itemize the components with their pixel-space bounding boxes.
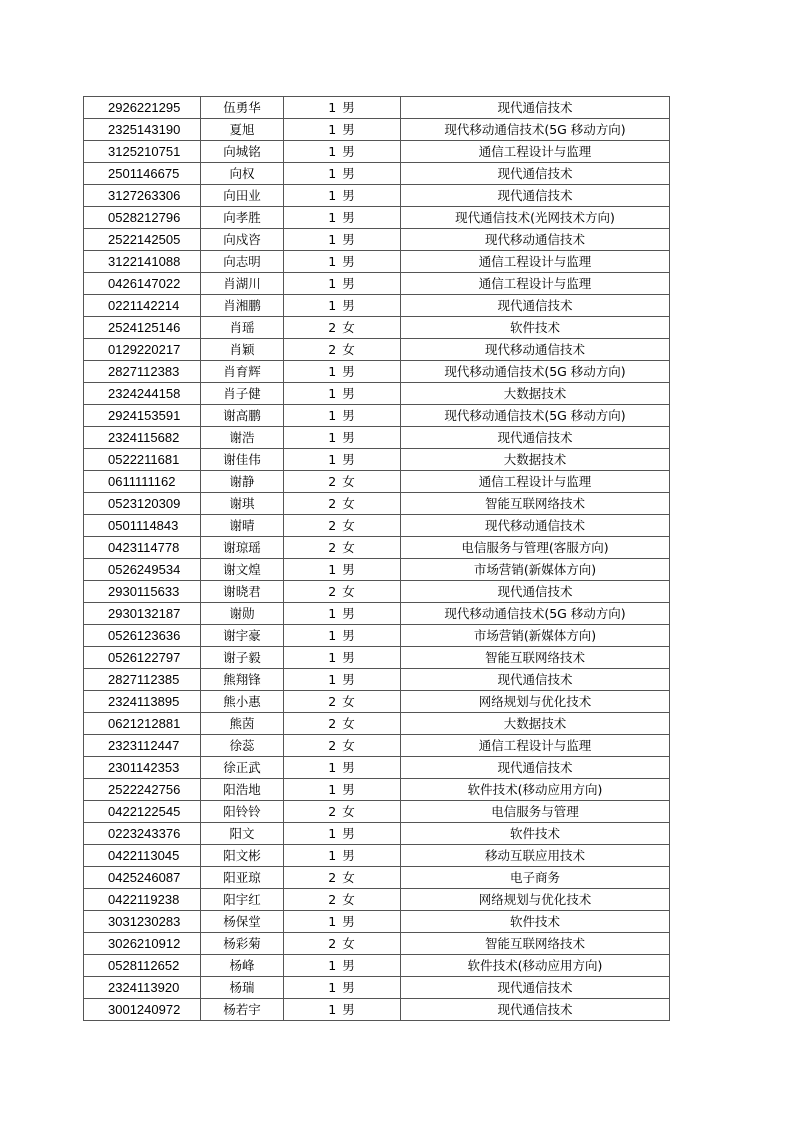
table-row xyxy=(84,383,670,405)
student-name-cell: 谢高鹏 xyxy=(201,405,284,427)
student-name-cell: 徐正武 xyxy=(201,757,284,779)
student-id-cell: 0621212881 xyxy=(84,713,201,735)
table-row xyxy=(84,625,670,647)
student-id-cell: 0501114843 xyxy=(84,515,201,537)
gender-cell: 1 男 xyxy=(284,427,401,449)
student-name-cell: 谢浩 xyxy=(201,427,284,449)
major-cell: 现代通信技术 xyxy=(401,669,670,691)
table-row xyxy=(84,889,670,911)
student-name-cell: 谢宇豪 xyxy=(201,625,284,647)
major-cell: 现代移动通信技术 xyxy=(401,515,670,537)
gender-cell: 1 男 xyxy=(284,97,401,119)
student-id-cell: 2924153591 xyxy=(84,405,201,427)
gender-cell: 1 男 xyxy=(284,405,401,427)
gender-cell: 1 男 xyxy=(284,207,401,229)
table-row xyxy=(84,163,670,185)
student-id-cell: 0223243376 xyxy=(84,823,201,845)
student-id-cell: 2524125146 xyxy=(84,317,201,339)
major-cell: 现代通信技术 xyxy=(401,427,670,449)
student-roster-table xyxy=(83,96,670,1021)
table-row xyxy=(84,515,670,537)
gender-cell: 2 女 xyxy=(284,933,401,955)
table-row xyxy=(84,295,670,317)
major-cell: 现代通信技术 xyxy=(401,977,670,999)
table-row xyxy=(84,471,670,493)
student-id-cell: 0423114778 xyxy=(84,537,201,559)
table-row xyxy=(84,97,670,119)
student-name-cell: 谢子毅 xyxy=(201,647,284,669)
student-id-cell: 0523120309 xyxy=(84,493,201,515)
student-name-cell: 杨瑞 xyxy=(201,977,284,999)
gender-cell: 2 女 xyxy=(284,889,401,911)
student-id-cell: 0422119238 xyxy=(84,889,201,911)
gender-cell: 1 男 xyxy=(284,361,401,383)
gender-cell: 1 男 xyxy=(284,647,401,669)
student-id-cell: 2930132187 xyxy=(84,603,201,625)
student-name-cell: 阳铃铃 xyxy=(201,801,284,823)
student-name-cell: 熊茵 xyxy=(201,713,284,735)
major-cell: 现代移动通信技术 xyxy=(401,229,670,251)
gender-cell: 2 女 xyxy=(284,801,401,823)
gender-cell: 1 男 xyxy=(284,669,401,691)
table-row xyxy=(84,911,670,933)
student-name-cell: 谢琪 xyxy=(201,493,284,515)
student-name-cell: 肖湘鹏 xyxy=(201,295,284,317)
gender-cell: 1 男 xyxy=(284,383,401,405)
student-id-cell: 3031230283 xyxy=(84,911,201,933)
table-row xyxy=(84,933,670,955)
table-row xyxy=(84,845,670,867)
major-cell: 网络规划与优化技术 xyxy=(401,889,670,911)
student-name-cell: 杨若宇 xyxy=(201,999,284,1021)
major-cell: 通信工程设计与监理 xyxy=(401,471,670,493)
table-row xyxy=(84,801,670,823)
student-id-cell: 2522242756 xyxy=(84,779,201,801)
table-row xyxy=(84,603,670,625)
gender-cell: 1 男 xyxy=(284,229,401,251)
table-row xyxy=(84,977,670,999)
student-id-cell: 2325143190 xyxy=(84,119,201,141)
major-cell: 电子商务 xyxy=(401,867,670,889)
table-row xyxy=(84,735,670,757)
gender-cell: 2 女 xyxy=(284,317,401,339)
gender-cell: 1 男 xyxy=(284,185,401,207)
student-name-cell: 谢静 xyxy=(201,471,284,493)
student-name-cell: 肖湖川 xyxy=(201,273,284,295)
major-cell: 现代移动通信技术 xyxy=(401,339,670,361)
student-name-cell: 杨峰 xyxy=(201,955,284,977)
student-name-cell: 肖育辉 xyxy=(201,361,284,383)
major-cell: 现代通信技术 xyxy=(401,999,670,1021)
gender-cell: 1 男 xyxy=(284,823,401,845)
table-row xyxy=(84,537,670,559)
student-id-cell: 2323112447 xyxy=(84,735,201,757)
student-id-cell: 2827112385 xyxy=(84,669,201,691)
gender-cell: 2 女 xyxy=(284,537,401,559)
table-row xyxy=(84,691,670,713)
student-id-cell: 3026210912 xyxy=(84,933,201,955)
table-row xyxy=(84,999,670,1021)
table-row xyxy=(84,119,670,141)
student-id-cell: 0522211681 xyxy=(84,449,201,471)
major-cell: 智能互联网络技术 xyxy=(401,647,670,669)
student-name-cell: 阳文 xyxy=(201,823,284,845)
roster-table-body xyxy=(84,97,670,1021)
major-cell: 软件技术 xyxy=(401,911,670,933)
student-id-cell: 0526123636 xyxy=(84,625,201,647)
table-row xyxy=(84,779,670,801)
student-name-cell: 谢文煌 xyxy=(201,559,284,581)
major-cell: 智能互联网络技术 xyxy=(401,493,670,515)
major-cell: 电信服务与管理(客服方向) xyxy=(401,537,670,559)
gender-cell: 1 男 xyxy=(284,251,401,273)
student-name-cell: 肖颖 xyxy=(201,339,284,361)
student-id-cell: 0425246087 xyxy=(84,867,201,889)
student-name-cell: 阳宇红 xyxy=(201,889,284,911)
major-cell: 软件技术(移动应用方向) xyxy=(401,779,670,801)
student-id-cell: 0526122797 xyxy=(84,647,201,669)
student-id-cell: 2301142353 xyxy=(84,757,201,779)
gender-cell: 1 男 xyxy=(284,449,401,471)
student-id-cell: 2926221295 xyxy=(84,97,201,119)
student-id-cell: 0129220217 xyxy=(84,339,201,361)
gender-cell: 1 男 xyxy=(284,295,401,317)
major-cell: 大数据技术 xyxy=(401,383,670,405)
gender-cell: 2 女 xyxy=(284,867,401,889)
gender-cell: 2 女 xyxy=(284,515,401,537)
table-row xyxy=(84,207,670,229)
major-cell: 现代移动通信技术(5G 移动方向) xyxy=(401,603,670,625)
student-id-cell: 0422113045 xyxy=(84,845,201,867)
major-cell: 通信工程设计与监理 xyxy=(401,141,670,163)
student-name-cell: 夏旭 xyxy=(201,119,284,141)
table-row xyxy=(84,867,670,889)
table-row xyxy=(84,185,670,207)
student-name-cell: 肖瑶 xyxy=(201,317,284,339)
student-id-cell: 2324244158 xyxy=(84,383,201,405)
student-id-cell: 2827112383 xyxy=(84,361,201,383)
student-name-cell: 谢勋 xyxy=(201,603,284,625)
gender-cell: 1 男 xyxy=(284,119,401,141)
major-cell: 现代移动通信技术(5G 移动方向) xyxy=(401,119,670,141)
major-cell: 通信工程设计与监理 xyxy=(401,273,670,295)
gender-cell: 2 女 xyxy=(284,713,401,735)
gender-cell: 1 男 xyxy=(284,603,401,625)
student-name-cell: 熊小惠 xyxy=(201,691,284,713)
table-row xyxy=(84,823,670,845)
gender-cell: 1 男 xyxy=(284,845,401,867)
student-name-cell: 谢晓君 xyxy=(201,581,284,603)
student-id-cell: 2522142505 xyxy=(84,229,201,251)
table-row xyxy=(84,669,670,691)
gender-cell: 1 男 xyxy=(284,273,401,295)
table-row xyxy=(84,427,670,449)
student-id-cell: 2324113895 xyxy=(84,691,201,713)
table-row xyxy=(84,581,670,603)
student-name-cell: 徐蕊 xyxy=(201,735,284,757)
gender-cell: 2 女 xyxy=(284,735,401,757)
gender-cell: 1 男 xyxy=(284,999,401,1021)
student-name-cell: 阳文彬 xyxy=(201,845,284,867)
table-row xyxy=(84,955,670,977)
table-row xyxy=(84,141,670,163)
gender-cell: 2 女 xyxy=(284,471,401,493)
major-cell: 现代移动通信技术(5G 移动方向) xyxy=(401,361,670,383)
major-cell: 现代通信技术(光网技术方向) xyxy=(401,207,670,229)
student-id-cell: 2324115682 xyxy=(84,427,201,449)
table-row xyxy=(84,449,670,471)
major-cell: 软件技术(移动应用方向) xyxy=(401,955,670,977)
student-name-cell: 伍勇华 xyxy=(201,97,284,119)
gender-cell: 2 女 xyxy=(284,581,401,603)
gender-cell: 2 女 xyxy=(284,493,401,515)
table-row xyxy=(84,493,670,515)
table-row xyxy=(84,273,670,295)
student-id-cell: 3122141088 xyxy=(84,251,201,273)
gender-cell: 1 男 xyxy=(284,977,401,999)
table-row xyxy=(84,339,670,361)
table-row xyxy=(84,317,670,339)
student-id-cell: 0528212796 xyxy=(84,207,201,229)
major-cell: 电信服务与管理 xyxy=(401,801,670,823)
gender-cell: 1 男 xyxy=(284,559,401,581)
gender-cell: 1 男 xyxy=(284,955,401,977)
major-cell: 现代通信技术 xyxy=(401,97,670,119)
student-name-cell: 阳浩地 xyxy=(201,779,284,801)
gender-cell: 1 男 xyxy=(284,163,401,185)
major-cell: 市场营销(新媒体方向) xyxy=(401,625,670,647)
student-name-cell: 杨保堂 xyxy=(201,911,284,933)
major-cell: 通信工程设计与监理 xyxy=(401,251,670,273)
student-name-cell: 熊翔锋 xyxy=(201,669,284,691)
student-name-cell: 阳亚琼 xyxy=(201,867,284,889)
major-cell: 现代通信技术 xyxy=(401,185,670,207)
major-cell: 智能互联网络技术 xyxy=(401,933,670,955)
student-id-cell: 2501146675 xyxy=(84,163,201,185)
major-cell: 现代通信技术 xyxy=(401,581,670,603)
student-id-cell: 3001240972 xyxy=(84,999,201,1021)
major-cell: 现代通信技术 xyxy=(401,757,670,779)
table-row xyxy=(84,559,670,581)
student-name-cell: 向城铭 xyxy=(201,141,284,163)
student-id-cell: 0526249534 xyxy=(84,559,201,581)
table-row xyxy=(84,251,670,273)
major-cell: 软件技术 xyxy=(401,317,670,339)
gender-cell: 1 男 xyxy=(284,779,401,801)
student-id-cell: 0611111162 xyxy=(84,471,201,493)
student-id-cell: 0528112652 xyxy=(84,955,201,977)
student-id-cell: 3127263306 xyxy=(84,185,201,207)
gender-cell: 1 男 xyxy=(284,141,401,163)
major-cell: 现代移动通信技术(5G 移动方向) xyxy=(401,405,670,427)
student-id-cell: 0422122545 xyxy=(84,801,201,823)
student-name-cell: 肖子健 xyxy=(201,383,284,405)
student-name-cell: 谢晴 xyxy=(201,515,284,537)
major-cell: 通信工程设计与监理 xyxy=(401,735,670,757)
major-cell: 软件技术 xyxy=(401,823,670,845)
student-id-cell: 2930115633 xyxy=(84,581,201,603)
student-name-cell: 向权 xyxy=(201,163,284,185)
table-row xyxy=(84,229,670,251)
student-name-cell: 谢佳伟 xyxy=(201,449,284,471)
major-cell: 大数据技术 xyxy=(401,713,670,735)
major-cell: 移动互联应用技术 xyxy=(401,845,670,867)
major-cell: 现代通信技术 xyxy=(401,163,670,185)
gender-cell: 2 女 xyxy=(284,339,401,361)
student-name-cell: 向孝胜 xyxy=(201,207,284,229)
student-id-cell: 3125210751 xyxy=(84,141,201,163)
major-cell: 大数据技术 xyxy=(401,449,670,471)
major-cell: 现代通信技术 xyxy=(401,295,670,317)
student-name-cell: 向志明 xyxy=(201,251,284,273)
gender-cell: 1 男 xyxy=(284,757,401,779)
gender-cell: 1 男 xyxy=(284,625,401,647)
table-row xyxy=(84,647,670,669)
student-name-cell: 杨彩菊 xyxy=(201,933,284,955)
table-row xyxy=(84,713,670,735)
table-row xyxy=(84,757,670,779)
student-name-cell: 向田业 xyxy=(201,185,284,207)
student-name-cell: 向戍咨 xyxy=(201,229,284,251)
student-id-cell: 2324113920 xyxy=(84,977,201,999)
major-cell: 网络规划与优化技术 xyxy=(401,691,670,713)
student-name-cell: 谢琼瑶 xyxy=(201,537,284,559)
table-row xyxy=(84,405,670,427)
table-row xyxy=(84,361,670,383)
gender-cell: 1 男 xyxy=(284,911,401,933)
student-id-cell: 0426147022 xyxy=(84,273,201,295)
major-cell: 市场营销(新媒体方向) xyxy=(401,559,670,581)
student-id-cell: 0221142214 xyxy=(84,295,201,317)
gender-cell: 2 女 xyxy=(284,691,401,713)
